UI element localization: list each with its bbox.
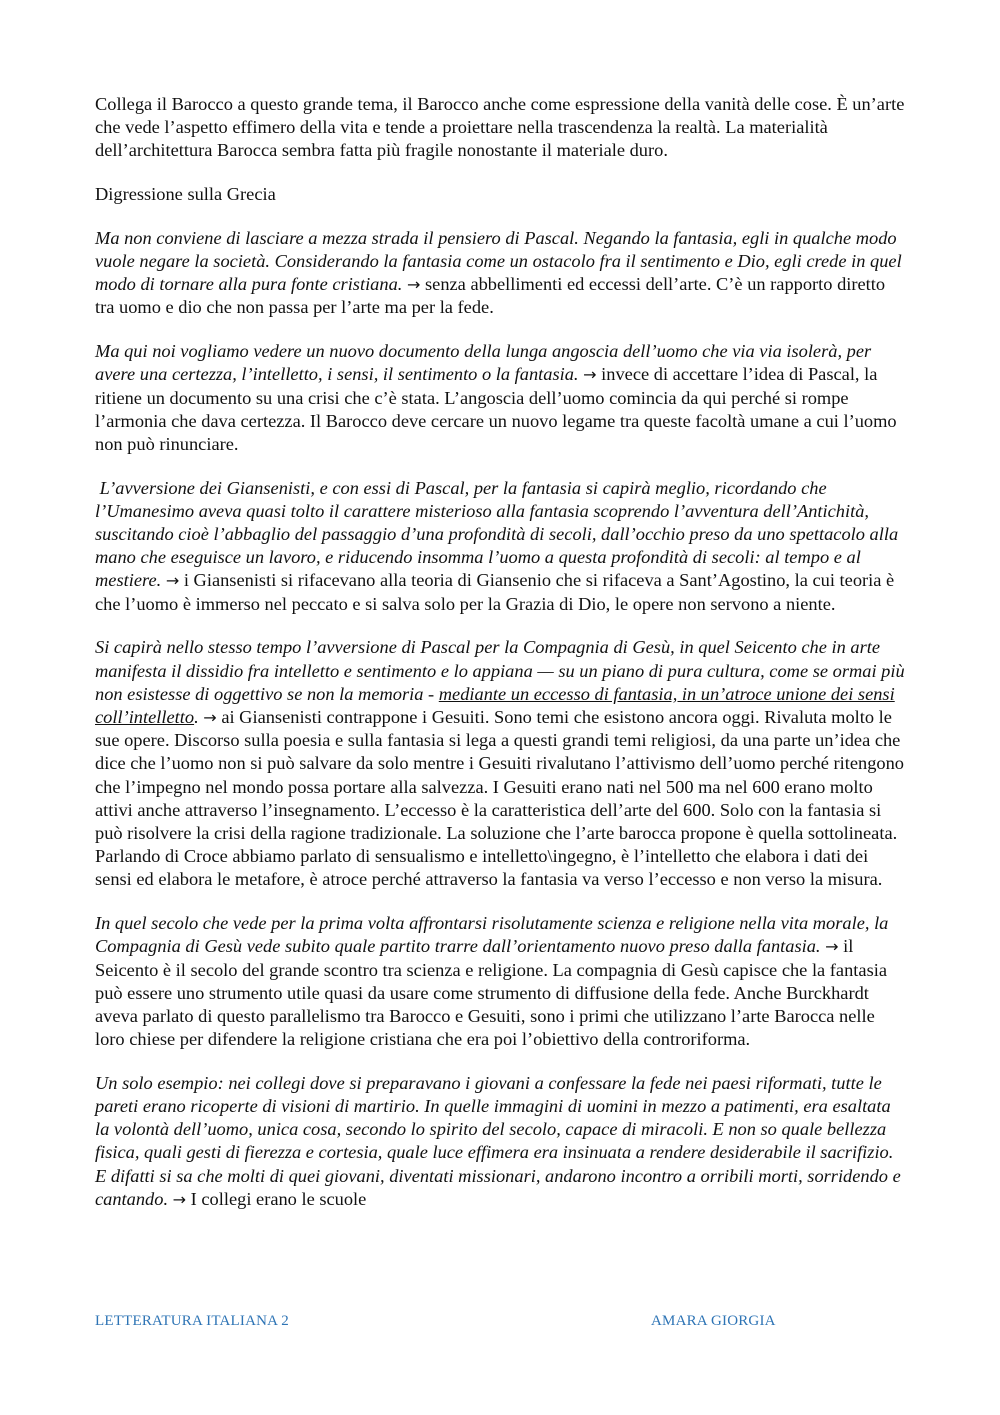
arrow-right-icon: → (172, 1189, 187, 1209)
arrow-right-icon: → (406, 275, 421, 295)
paragraph-compagnia-gesu (95, 636, 910, 891)
footer-course-title: LETTERATURA ITALIANA 2 (95, 1313, 290, 1329)
comment-text: I collegi erano le scuole (190, 1188, 367, 1209)
footer-author-name: AMARA GIORGIA (651, 1313, 776, 1329)
quote-end: . (194, 706, 199, 727)
quote-text: Ma qui noi vogliamo vedere un nuovo documento della lunga angoscia dell’uomo che via via isolerà, per avere una certezza, l’intelletto, i sensi, il sentimento o la fantasia. (95, 341, 872, 385)
section-heading (95, 183, 905, 206)
underlined-quote-text: mediante un eccesso di fantasia, in un’atroce unione dei sensi coll’intelletto (95, 683, 895, 727)
paragraph-text: Collega il Barocco a questo grande tema, il Barocco anche come espressione della vanità delle cose. È un’arte che vede l’aspetto effimero della vita e tende a proiettare nella trascendenza la realtà. La materialità dell’architettura Barocca sembra fatta più fragile nonostante il materiale duro. (95, 94, 905, 161)
quote-text: In quel secolo che vede per la prima volta affrontarsi risolutamente scienza e religione nella vita morale, la Compagnia di Gesù vede subito quale partito trarre dall’orientamento nuovo preso dalla fantasia. (95, 913, 889, 957)
quote-text: Ma non conviene di lasciare a mezza strada il pensiero di Pascal. Negando la fantasia, egli in qualche modo vuole negare la società. Considerando la fantasia come un ostacolo fra il sentimento e Dio, egli crede in quel modo di tornare alla pura fonte cristiana. (95, 227, 902, 295)
arrow-right-icon: → (825, 937, 839, 957)
paragraph-pascal-fantasia (95, 227, 905, 320)
comment-text: i Giansenisti si rifacevano alla teoria di Giansenio che si rifaceva a Sant’Agostino, la cui teoria è che l’uomo è immerso nel peccato e si salva solo per la Grazia di Dio, le opere non servono a niente. (95, 570, 895, 614)
paragraph-collegi-martirio (95, 1072, 905, 1211)
arrow-right-icon: → (583, 365, 597, 385)
paragraph-scienza-religione (95, 912, 905, 1051)
quote-text: L’avversione dei Giansenisti, e con essi di Pascal, per la fantasia si capirà meglio, ricordando che l’Umanesimo aveva quasi tolto il carattere misterioso alla fantasia scoprendo l’avventura dell’Antichità, suscitando cioè l’abbaglio del passaggio d’una profondità di secoli, dall’occhio preso da uno spettacolo alla mano che eseguisce un lavoro, e riducendo insomma l’uomo a questa profondità di secoli: al tempo e al mestiere. (95, 477, 903, 591)
comment-text: ai Giansenisti contrappone i Gesuiti. Sono temi che esistono ancora oggi. Rivaluta molto le sue opere. Discorso sulla poesia e sulla fantasia si lega a questi grandi temi religiosi, da una parte un’idea che dice che l’uomo non si può salvare da solo mentre i Gesuiti rivalutano l’attivismo dell’uomo perché ritengono che l’impegno nel mondo possa portare alla salvezza. I Gesuiti erano nati nel 500 ma nel 600 erano molto attivi anche attraverso l’insegnamento. L’eccesso è la caratteristica dell’arte del 600. Solo con la fantasia si può risolvere la crisi della ragione tradizionale. La soluzione che l’arte barocca propone è quella sottolineata. Parlando di Croce abbiamo parlato di sensualismo e intelletto\ingegno, è l’intelletto che elabora i dati dei sensi ed elabora le metafore, è atroce perché attraverso la fantasia va verso l’eccesso e non verso la misura. (95, 706, 904, 890)
comment-text: invece di accettare l’idea di Pascal, la ritiene un documento su una crisi che c’è stata. L’angoscia dell’uomo comincia da qui perché si rompe l’armonia che dava certezza. Il Barocco deve cercare un nuovo legame tra queste facoltà umane a cui l’uomo non può rinunciare. (95, 364, 897, 454)
quote-text: Si capirà nello stesso tempo l’avversione di Pascal per la Compagnia di Gesù, in quel Seicento che in arte manifesta il dissidio fra intelletto e sentimento e lo appiana — su un piano di pura cultura, come se ormai più non esistesse di oggettivo se non la memoria - (95, 637, 910, 704)
paragraph-angoscia-uomo (95, 340, 905, 456)
quote-text: Un solo esempio: nei collegi dove si preparavano i giovani a confessare la fede nei paesi riformati, tutte le pareti erano ricoperte di visioni di martirio. In quelle immagini di uomini in mezzo a patimenti, era esaltata la volontà dell’uomo, unica cosa, secondo lo spirito del secolo, capace di miracoli. E non so quale bellezza fisica, quali gesti di fierezza e cortesia, quale luce effimera era insinuata a rendere desiderabile il sacrifizio. E difatti si sa che molti di quei giovani, diventati missionari, andarono incontro a orribili morti, sorridendo e cantando. (95, 1072, 901, 1209)
arrow-right-icon: → (165, 571, 180, 591)
comment-text: senza abbellimenti ed eccessi dell’arte. C’è un rapporto diretto tra uomo e dio che non passa per l’arte ma per la fede. (95, 274, 886, 318)
paragraph-barocco-vanita (95, 93, 905, 163)
arrow-right-icon: → (203, 707, 217, 727)
section-heading-text: Digressione sulla Grecia (95, 184, 276, 205)
document-body (95, 93, 910, 1211)
paragraph-giansenisti (95, 477, 905, 616)
comment-text: il Seicento è il secolo del grande scontro tra scienza e religione. La compagnia di Gesù capisce che la fantasia può essere uno strumento utile quasi da usare come strumento di diffusione della fede. Anche Burckhardt aveva parlato di questo parallelismo tra Barocco e Gesuiti, sono i primi che utilizzano l’arte Barocca nelle loro chiese per difendere la religione cristiana che era poi l’obiettivo della controriforma. (95, 936, 887, 1050)
